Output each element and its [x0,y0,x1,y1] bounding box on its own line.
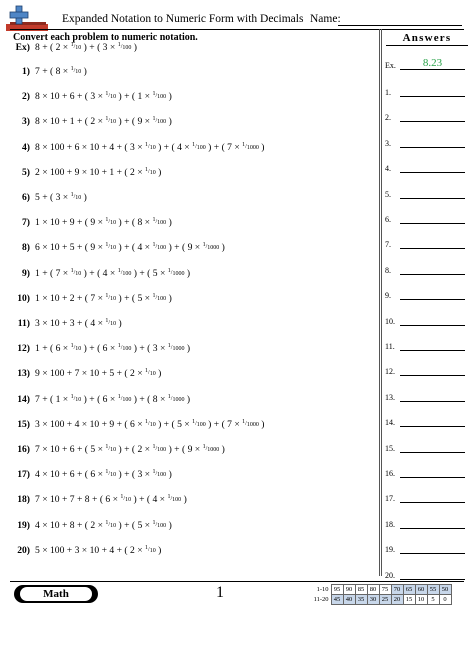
problem-item [10,91,376,102]
answer-label: 10. [385,316,395,326]
score-row [309,595,451,605]
answer-line[interactable] [400,579,465,580]
answer-line[interactable] [400,528,465,529]
example-problem [10,42,376,53]
subject-badge [14,585,98,603]
answer-label: 18. [385,519,395,529]
subject-label: Math [20,587,92,601]
answer-slot[interactable] [385,464,465,478]
answer-label: 14. [385,418,395,428]
score-cell: 80 [367,585,379,595]
score-cell: 5 [427,595,439,605]
answer-label: 5. [385,189,391,199]
answer-label: Ex. [385,61,396,70]
answer-line[interactable] [400,553,465,554]
answer-line[interactable] [400,299,465,300]
problem-item [10,268,376,279]
instructions: Convert each problem to numeric notation. [13,32,198,43]
score-cell: 75 [379,585,391,595]
score-cell: 65 [403,585,415,595]
answer-slot[interactable] [385,108,465,122]
score-cell: 90 [343,585,355,595]
answer-line[interactable] [400,325,465,326]
problem-item [10,242,376,253]
name-field[interactable] [338,25,462,26]
problem-item [10,142,376,153]
problem-item [10,520,376,531]
problem-item [10,293,376,304]
score-range: 11-20 [313,596,329,603]
problem-number: 12) [17,343,30,355]
answer-slot[interactable] [385,286,465,300]
score-cell: 30 [367,595,379,605]
answer-label: 11. [385,342,395,351]
problem-number: 15) [17,418,30,430]
problem-expression: 5 × 100 + 3 × 10 + 4 + ( 2 × $^{^1/_{10}}$ ) [35,544,162,556]
answer-line[interactable] [400,401,465,402]
answer-label: 4. [385,164,391,174]
answer-label: 20. [385,570,395,580]
answer-line[interactable] [400,223,465,224]
problem-item [10,217,376,228]
problem-number: 9) [22,267,30,279]
problem-expression: 1 + ( 7 × $^{^1/_{10}}$ ) + ( 4 × $^{^1/_{100}}$ ) + ( 5 × $^{^1/_{1000}}$ ) [35,267,191,279]
problem-number: 20) [17,544,30,556]
answer-example[interactable] [385,56,465,70]
answer-slot[interactable] [385,134,465,148]
answer-label: 15. [385,443,395,453]
answer-slot[interactable] [385,185,465,199]
answer-line[interactable] [400,452,465,453]
problem-expression: 1 × 10 + 9 + ( 9 × $^{^1/_{10}}$ ) + ( 8 × $^{^1/_{100}}$ ) [35,217,172,229]
problem-item [10,318,376,329]
answer-slot[interactable] [385,515,465,529]
score-cell: 60 [415,585,427,595]
answer-slot[interactable] [385,83,465,97]
problem-expression: 1 + ( 6 × $^{^1/_{10}}$ ) + ( 6 × $^{^1/_{100}}$ ) + ( 3 × $^{^1/_{1000}}$ ) [35,343,191,355]
problem-number: 11) [17,318,30,329]
score-cell: 95 [331,585,343,595]
problem-expression: 3 × 10 + 3 + ( 4 × $^{^1/_{10}}$ ) [35,318,122,329]
answer-line[interactable] [400,69,465,70]
problem-item [10,343,376,354]
header-rule [10,29,464,30]
answers-title: Answers [402,32,452,44]
answer-line[interactable] [400,121,465,122]
answer-slot[interactable] [385,235,465,249]
answer-slot[interactable] [385,439,465,453]
answer-label: 1. [385,88,391,97]
problem-number: 14) [17,393,30,405]
problem-number: 6) [22,192,30,203]
problem-item [10,545,376,556]
answer-label: 6. [385,215,391,224]
score-cell: 0 [439,595,451,605]
problem-number: 8) [22,242,30,254]
page-number: 1 [216,584,224,601]
answer-label: 8. [385,265,391,275]
answer-line[interactable] [400,96,465,97]
answer-line[interactable] [400,172,465,173]
problem-expression: 8 + ( 2 × $^{^1/_{10}}$ ) + ( 3 × $^{^1/_{100}}$ ) [35,42,137,53]
problem-expression: 4 × 10 + 8 + ( 2 × $^{^1/_{10}}$ ) + ( 5 × $^{^1/_{100}}$ ) [35,519,172,531]
answer-line[interactable] [400,350,465,351]
answer-slot[interactable] [385,413,465,427]
answer-label: 12. [385,367,395,377]
problem-expression: 2 × 100 + 9 × 10 + 1 + ( 2 × $^{^1/_{10}}$ ) [35,166,162,178]
score-cell: 85 [355,585,367,595]
problem-item [10,394,376,405]
problem-number: 7) [22,217,30,229]
problem-item [10,494,376,505]
problem-item [10,444,376,455]
answer-slot[interactable] [385,388,465,402]
answer-label: 9. [385,291,391,301]
answer-line[interactable] [400,198,465,199]
score-cell: 35 [355,595,367,605]
footer-rule [10,581,464,582]
score-cell: 55 [427,585,439,595]
answer-line[interactable] [400,147,465,148]
answer-slot[interactable] [385,312,465,326]
problem-item [10,368,376,379]
answer-line[interactable] [400,274,465,275]
problem-expression: 6 × 10 + 5 + ( 9 × $^{^1/_{10}}$ ) + ( 4 × $^{^1/_{100}}$ ) + ( 9 × $^{^1/_{1000}}$ ) [35,242,225,254]
answers-title-rule [386,45,468,46]
problem-number: 2) [22,91,30,103]
problem-item [10,167,376,178]
answer-line[interactable] [400,502,465,503]
problem-number: 4) [22,141,30,153]
score-cell: 40 [343,595,355,605]
problem-number: 17) [17,469,30,481]
answer-label: 2. [385,113,391,123]
problem-item [10,419,376,430]
score-cell: 10 [415,595,427,605]
answer-slot[interactable] [385,566,465,580]
answer-slot[interactable] [385,362,465,376]
score-cell: 20 [391,595,403,605]
problem-expression: 7 × 10 + 6 + ( 5 × $^{^1/_{10}}$ ) + ( 2 × $^{^1/_{100}}$ ) + ( 9 × $^{^1/_{1000}}$ ) [35,444,225,455]
problem-expression: 8 × 10 + 1 + ( 2 × $^{^1/_{10}}$ ) + ( 9 × $^{^1/_{100}}$ ) [35,116,172,128]
problem-number: 18) [17,494,30,506]
problem-number: 1) [22,66,30,77]
problem-item [10,66,376,77]
score-row [309,585,451,595]
problem-expression: 9 × 100 + 7 × 10 + 5 + ( 2 × $^{^1/_{10}}$ ) [35,368,162,380]
problem-expression: 4 × 10 + 6 + ( 6 × $^{^1/_{10}}$ ) + ( 3 × $^{^1/_{100}}$ ) [35,469,172,481]
name-label: Name: [310,13,341,25]
problem-expression: 8 × 10 + 6 + ( 3 × $^{^1/_{10}}$ ) + ( 1 × $^{^1/_{100}}$ ) [35,91,172,103]
answer-slot[interactable] [385,489,465,503]
problem-expression: 7 × 10 + 7 + 8 + ( 6 × $^{^1/_{10}}$ ) + ( 4 × $^{^1/_{100}}$ ) [35,494,187,506]
problem-number: Ex) [15,42,30,53]
score-cell: 25 [379,595,391,605]
problem-number: 5) [22,166,30,178]
score-cell: 45 [331,595,343,605]
score-cell: 70 [391,585,403,595]
problem-item [10,469,376,480]
answer-line[interactable] [400,426,465,427]
answer-line[interactable] [400,375,465,376]
problem-number: 19) [17,519,30,531]
problem-expression: 7 + ( 1 × $^{^1/_{10}}$ ) + ( 6 × $^{^1/_{100}}$ ) + ( 8 × $^{^1/_{1000}}$ ) [35,393,191,405]
answer-label: 7. [385,240,391,250]
answer-column-divider [379,29,382,576]
problem-expression: 7 + ( 8 × $^{^1/_{10}}$ ) [35,66,87,77]
answer-label: 13. [385,392,395,402]
problem-item [10,116,376,127]
problem-expression: 5 + ( 3 × $^{^1/_{10}}$ ) [35,192,87,203]
score-cell: 50 [439,585,451,595]
answer-line[interactable] [400,248,465,249]
problem-number: 3) [22,116,30,128]
answer-label: 19. [385,545,395,555]
answer-slot[interactable] [385,540,465,554]
problem-number: 13) [17,368,30,380]
answer-label: 17. [385,494,395,504]
answer-line[interactable] [400,477,465,478]
answer-label: 3. [385,138,391,148]
answer-value: 8.23 [422,57,443,69]
answer-slot[interactable] [385,210,465,224]
answer-label: 16. [385,469,395,478]
problem-expression: 8 × 100 + 6 × 10 + 4 + ( 3 × $^{^1/_{10}}$ ) + ( 4 × $^{^1/_{100}}$ ) + ( 7 × $^{^1/_{1000}}$ ) [35,141,265,153]
answer-slot[interactable] [385,159,465,173]
problem-item [10,192,376,203]
score-range: 1-10 [316,586,329,593]
answer-slot[interactable] [385,337,465,351]
answer-slot[interactable] [385,261,465,275]
score-key-table [309,584,452,605]
worksheet-title: Expanded Notation to Numeric Form with Decimals [62,13,304,25]
problem-expression: 1 × 10 + 2 + ( 7 × $^{^1/_{10}}$ ) + ( 5 × $^{^1/_{100}}$ ) [35,292,172,304]
problem-number: 16) [17,444,30,455]
problem-expression: 3 × 100 + 4 × 10 + 9 + ( 6 × $^{^1/_{10}}$ ) + ( 5 × $^{^1/_{100}}$ ) + ( 7 × $^{^1/_{1000}}$ ) [35,418,265,430]
score-cell: 15 [403,595,415,605]
problem-number: 10) [17,292,30,304]
